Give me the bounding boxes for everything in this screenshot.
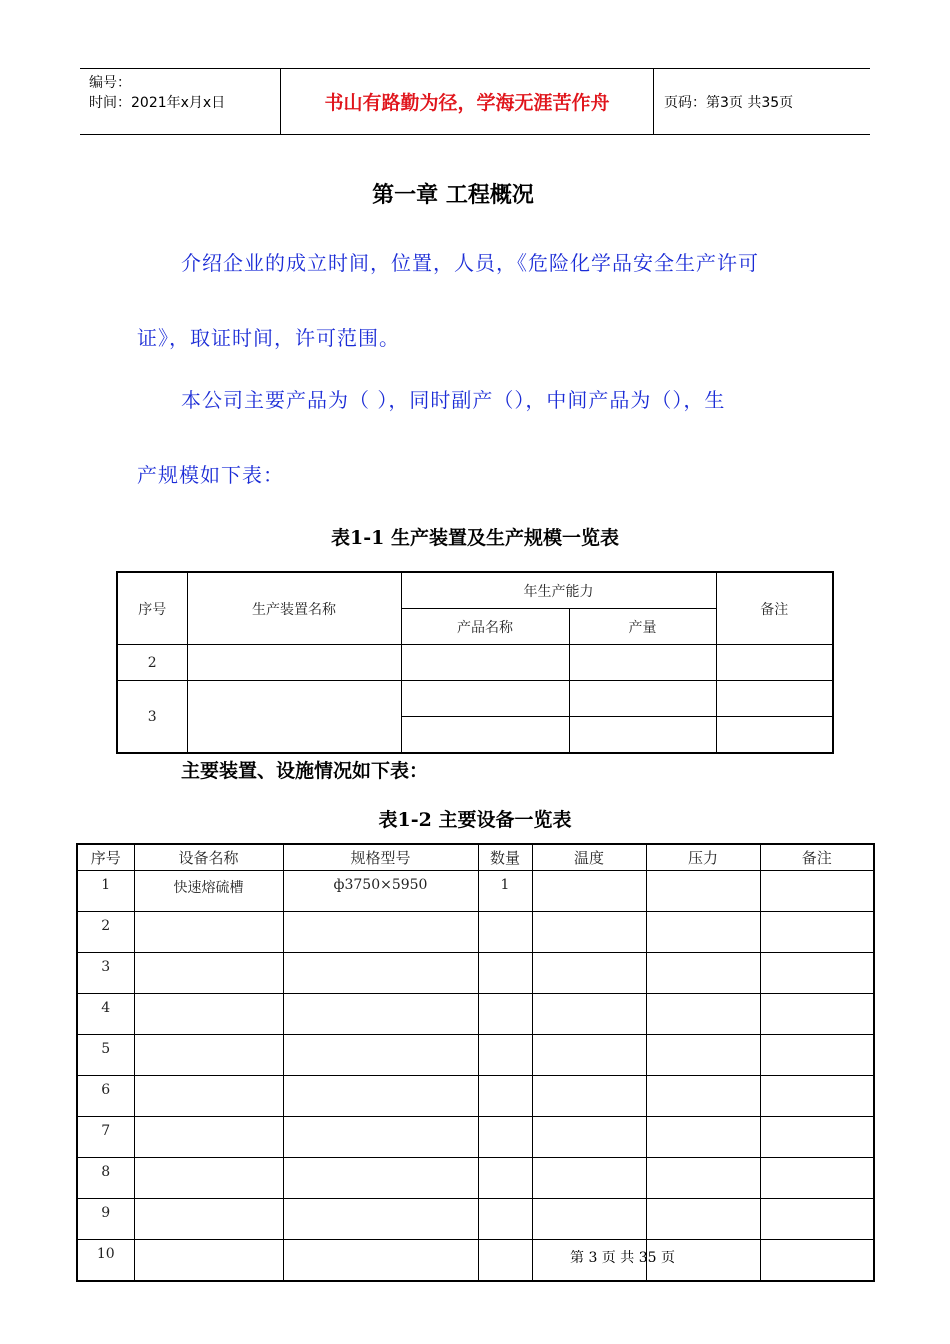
header-remark: 备注 — [716, 572, 833, 645]
column-header: 数量 — [478, 844, 532, 871]
table-cell: 3 — [77, 953, 134, 994]
table-cell — [646, 1117, 760, 1158]
header-page-label: 页码：第3页 共35页 — [664, 94, 794, 111]
table-cell — [760, 1076, 874, 1117]
table-cell — [134, 953, 283, 994]
table-row — [77, 1117, 874, 1158]
table-cell — [134, 912, 283, 953]
cell — [716, 645, 833, 681]
table-cell — [478, 1199, 532, 1240]
row-seq: 3 — [117, 681, 187, 754]
table-row — [77, 1199, 874, 1240]
table-row — [77, 912, 874, 953]
column-header: 温度 — [532, 844, 646, 871]
table-cell — [134, 1158, 283, 1199]
page-header — [80, 68, 870, 135]
table-cell — [532, 994, 646, 1035]
table-cell — [283, 953, 478, 994]
table-row — [77, 953, 874, 994]
table-cell — [646, 1158, 760, 1199]
table-cell — [478, 953, 532, 994]
table-cell: 1 — [77, 871, 134, 912]
table-cell: 5 — [77, 1035, 134, 1076]
table-cell — [134, 994, 283, 1035]
table-header-row — [77, 844, 874, 871]
header-seq: 序号 — [117, 572, 187, 645]
table1-caption: 表1-1 生产装置及生产规模一览表 — [331, 527, 619, 549]
cell — [401, 717, 569, 754]
number-label: 编号： — [89, 75, 131, 91]
table-cell — [646, 1199, 760, 1240]
table-cell: 1 — [478, 871, 532, 912]
cell — [716, 681, 833, 717]
table-cell — [283, 1199, 478, 1240]
table-cell — [283, 1035, 478, 1076]
column-header: 序号 — [77, 844, 134, 871]
table-cell: 2 — [77, 912, 134, 953]
header-motto: 书山有路勤为径，学海无涯苦作舟 — [281, 69, 654, 134]
table-cell — [760, 1158, 874, 1199]
table-row — [77, 871, 874, 912]
table2-caption: 表1-2 主要设备一览表 — [378, 809, 572, 831]
table-cell: 4 — [77, 994, 134, 1035]
table-cell — [760, 1035, 874, 1076]
table-row — [77, 1158, 874, 1199]
header-device-name: 生产装置名称 — [187, 572, 401, 645]
row-seq: 2 — [117, 645, 187, 681]
table-row — [77, 1035, 874, 1076]
table-cell — [532, 1199, 646, 1240]
cell — [569, 645, 716, 681]
table-cell — [760, 912, 874, 953]
table-cell: 9 — [77, 1199, 134, 1240]
table-cell — [134, 1117, 283, 1158]
table-cell — [532, 871, 646, 912]
table-cell — [283, 1240, 478, 1282]
table-cell — [760, 994, 874, 1035]
column-header: 设备名称 — [134, 844, 283, 871]
table-cell — [646, 1076, 760, 1117]
table-cell — [760, 1117, 874, 1158]
table-cell — [646, 953, 760, 994]
cell — [716, 717, 833, 754]
table-cell — [134, 1035, 283, 1076]
table-row — [117, 681, 833, 717]
table-cell — [478, 1158, 532, 1199]
table-cell: ф3750×5950 — [283, 871, 478, 912]
table-row — [77, 994, 874, 1035]
table-cell: 6 — [77, 1076, 134, 1117]
paragraph-2-line-1: 本公司主要产品为（ ），同时副产（），中间产品为（），生 — [181, 388, 726, 412]
time-label: 时间：2021年x月x日 — [89, 95, 226, 111]
table-cell — [478, 1035, 532, 1076]
table-cell — [532, 912, 646, 953]
cell — [569, 681, 716, 717]
table-cell — [478, 994, 532, 1035]
table-row — [117, 645, 833, 681]
column-header: 规格型号 — [283, 844, 478, 871]
table-cell — [134, 1076, 283, 1117]
table-cell — [532, 1035, 646, 1076]
equipment-table — [76, 843, 875, 1282]
header-product-name: 产品名称 — [401, 609, 569, 645]
column-header: 备注 — [760, 844, 874, 871]
table-cell — [283, 1158, 478, 1199]
table-cell — [134, 1240, 283, 1282]
cell — [401, 681, 569, 717]
cell — [187, 681, 401, 754]
table-cell — [760, 1199, 874, 1240]
equipment-subheading: 主要装置、设施情况如下表： — [181, 760, 429, 782]
paragraph-1-line-2: 证》，取证时间，许可范围。 — [137, 326, 400, 350]
header-output: 产量 — [569, 609, 716, 645]
table-cell — [134, 1199, 283, 1240]
table-cell — [646, 994, 760, 1035]
table-cell — [760, 953, 874, 994]
table-cell — [478, 912, 532, 953]
header-meta — [80, 69, 281, 134]
table-cell — [532, 1117, 646, 1158]
table-cell — [532, 1158, 646, 1199]
chapter-title: 第一章 工程概况 — [372, 183, 534, 208]
table-cell — [283, 1076, 478, 1117]
table-cell: 10 — [77, 1240, 134, 1282]
table-cell — [478, 1240, 532, 1282]
table-cell: 快速熔硫槽 — [134, 871, 283, 912]
table-cell — [760, 1240, 874, 1282]
cell — [569, 717, 716, 754]
header-capacity: 年生产能力 — [401, 572, 716, 609]
table-row — [77, 1240, 874, 1282]
cell — [187, 645, 401, 681]
cell — [401, 645, 569, 681]
production-scale-table — [116, 571, 834, 754]
paragraph-1-line-1: 介绍企业的成立时间，位置，人员，《危险化学品安全生产许可 — [181, 251, 759, 275]
table-cell — [760, 871, 874, 912]
page-footer: 第 3 页 共 35 页 — [570, 1250, 675, 1266]
table-cell: 7 — [77, 1117, 134, 1158]
table-cell — [532, 953, 646, 994]
table-cell: 8 — [77, 1158, 134, 1199]
column-header: 压力 — [646, 844, 760, 871]
table-cell — [283, 912, 478, 953]
table-cell — [478, 1117, 532, 1158]
table-cell — [646, 871, 760, 912]
table-cell — [283, 1117, 478, 1158]
table-cell — [646, 1035, 760, 1076]
table-cell — [478, 1076, 532, 1117]
table-cell — [532, 1076, 646, 1117]
table-row — [77, 1076, 874, 1117]
table-cell — [283, 994, 478, 1035]
paragraph-2-line-2: 产规模如下表： — [137, 463, 284, 487]
table-cell — [646, 912, 760, 953]
